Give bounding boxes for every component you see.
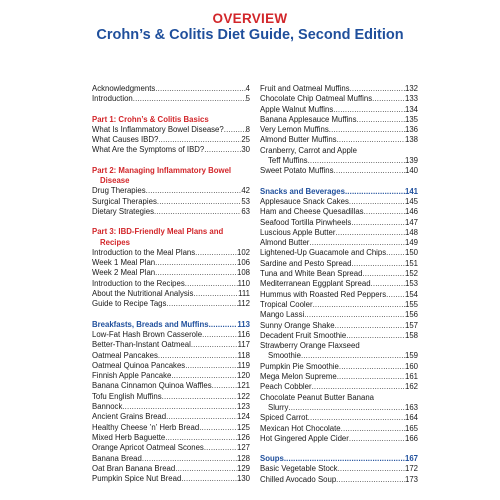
toc-entry bbox=[260, 424, 418, 434]
entry-page: 111 bbox=[238, 289, 250, 299]
toc-entry bbox=[260, 197, 418, 207]
entry-label: Mexican Hot Chocolate bbox=[260, 423, 341, 433]
entry-page: 126 bbox=[236, 432, 250, 442]
entry-page: 172 bbox=[404, 464, 418, 474]
entry-label: Luscious Apple Butter bbox=[260, 227, 336, 237]
entry-page: 133 bbox=[404, 94, 418, 104]
toc-entry bbox=[260, 105, 418, 115]
toc-entry-sweet-potato bbox=[260, 166, 418, 176]
entry-label: Oat Bran Banana Bread bbox=[92, 463, 176, 473]
entry-label: Almond Butter bbox=[260, 238, 310, 248]
entry-label: Week 1 Meal Plan bbox=[92, 258, 156, 268]
entry-label: Peach Cobbler bbox=[260, 382, 312, 392]
entry-label: Introduction bbox=[92, 94, 133, 104]
entry-page: 122 bbox=[236, 391, 250, 401]
entry-page: 136 bbox=[404, 125, 418, 135]
toc-entry bbox=[260, 207, 418, 217]
entry-label: Sardine and Pesto Spread bbox=[260, 258, 352, 268]
entry-page: 164 bbox=[404, 413, 418, 423]
entry-page: 116 bbox=[237, 329, 250, 339]
toc-entry bbox=[260, 290, 418, 300]
toc-entry bbox=[260, 238, 418, 248]
entry-page: 159 bbox=[404, 351, 418, 361]
toc-entry bbox=[92, 197, 250, 207]
toc-entry bbox=[92, 402, 250, 412]
entry-page: 155 bbox=[404, 299, 418, 309]
section-label: Breakfasts, Breads and Muffins bbox=[92, 319, 209, 329]
entry-label: Tropical Cooler bbox=[260, 299, 313, 309]
section-snacks-heading bbox=[260, 187, 418, 197]
entry-page: 118 bbox=[237, 350, 250, 360]
entry-page: 140 bbox=[404, 166, 418, 176]
entry-page: 63 bbox=[241, 206, 250, 216]
toc-entry bbox=[92, 412, 250, 422]
entry-label: Almond Butter Muffins bbox=[260, 135, 337, 145]
toc-entry bbox=[260, 321, 418, 331]
entry-page: 162 bbox=[404, 382, 418, 392]
part3-list bbox=[92, 248, 250, 310]
entry-label: Banana Cinnamon Quinoa Waffles bbox=[92, 381, 212, 391]
toc-entry bbox=[92, 125, 250, 135]
toc-entry bbox=[260, 434, 418, 444]
toc-entry bbox=[260, 403, 418, 413]
part2-heading-line1: Part 2: Managing Inflammatory Bowel bbox=[92, 165, 232, 175]
entry-page: 112 bbox=[237, 299, 250, 309]
toc-entry bbox=[260, 135, 418, 145]
entry-label: Introduction to the Recipes bbox=[92, 278, 185, 288]
entry-label: Healthy Cheese ’n’ Herb Bread bbox=[92, 422, 200, 432]
toc-entry bbox=[92, 392, 250, 402]
toc-entry bbox=[92, 443, 250, 453]
entry-label: Guide to Recipe Tags bbox=[92, 299, 167, 309]
entry-label: Chocolate Chip Oatmeal Muffins bbox=[260, 94, 373, 104]
entry-label: Very Lemon Muffins bbox=[260, 125, 329, 135]
entry-page: 119 bbox=[237, 360, 250, 370]
entry-label: Dietary Strategies bbox=[92, 206, 154, 216]
entry-label: What Causes IBD? bbox=[92, 135, 159, 145]
entry-page: 127 bbox=[236, 443, 250, 453]
part1-list bbox=[92, 125, 250, 156]
muffins-list bbox=[260, 84, 418, 146]
toc-entry bbox=[260, 464, 418, 474]
entry-page: 146 bbox=[404, 207, 418, 217]
toc-entry bbox=[92, 279, 250, 289]
part2-list bbox=[92, 186, 250, 217]
entry-label-line1: Chocolate Peanut Butter Banana bbox=[260, 392, 375, 402]
entry-label: Mega Melon Supreme bbox=[260, 372, 337, 382]
snacks-list-2 bbox=[260, 362, 418, 393]
toc-entry-strawberry bbox=[260, 341, 418, 362]
section-soups-heading bbox=[260, 454, 418, 464]
entry-page: 158 bbox=[404, 330, 418, 340]
toc-entry bbox=[260, 279, 418, 289]
toc-entry bbox=[260, 310, 418, 320]
entry-label: Hummus with Roasted Red Peppers bbox=[260, 289, 387, 299]
entry-label-line2: Teff Muffins bbox=[268, 156, 308, 166]
toc-entry bbox=[260, 259, 418, 269]
entry-page: 25 bbox=[241, 135, 250, 145]
toc-entry bbox=[260, 351, 418, 361]
entry-page: 129 bbox=[236, 463, 250, 473]
section-page: 167 bbox=[404, 454, 418, 464]
toc-entry bbox=[92, 433, 250, 443]
toc-entry bbox=[260, 94, 418, 104]
entry-label: Tofu English Muffins bbox=[92, 391, 162, 401]
entry-page: 117 bbox=[237, 340, 250, 350]
toc-entry bbox=[260, 228, 418, 238]
toc-entry bbox=[92, 423, 250, 433]
toc-entry bbox=[92, 84, 250, 94]
toc-entry bbox=[92, 381, 250, 391]
entry-page: 147 bbox=[404, 217, 418, 227]
toc-entry bbox=[92, 464, 250, 474]
toc-entry bbox=[260, 372, 418, 382]
entry-label: Pumpkin Pie Smoothie bbox=[260, 361, 339, 371]
toc-entry bbox=[260, 125, 418, 135]
entry-label: About the Nutritional Analysis bbox=[92, 289, 194, 299]
section-label: Snacks and Beverages bbox=[260, 186, 345, 196]
entry-label: What Are the Symptoms of IBD? bbox=[92, 145, 205, 155]
entry-page: 42 bbox=[241, 186, 250, 196]
toc-entry bbox=[92, 330, 250, 340]
part3-heading-line2: Recipes bbox=[100, 237, 130, 247]
toc-entry bbox=[260, 115, 418, 125]
entry-label: Seafood Tortilla Pinwheels bbox=[260, 217, 352, 227]
entry-page: 8 bbox=[245, 124, 250, 134]
entry-label: Pumpkin Spice Nut Bread bbox=[92, 474, 182, 484]
toc-right-column bbox=[260, 84, 418, 485]
section-page: 113 bbox=[237, 319, 250, 329]
entry-page: 173 bbox=[404, 474, 418, 484]
toc-entry bbox=[92, 361, 250, 371]
toc-entry bbox=[260, 156, 418, 166]
toc-entry bbox=[260, 382, 418, 392]
book-title: Crohn’s & Colitis Diet Guide, Second Edition bbox=[96, 27, 404, 43]
entry-page: 53 bbox=[241, 196, 250, 206]
entry-page: 165 bbox=[404, 423, 418, 433]
entry-label: Hot Gingered Apple Cider bbox=[260, 433, 349, 443]
entry-label: Ham and Cheese Quesadillas bbox=[260, 207, 364, 217]
entry-page: 132 bbox=[404, 84, 418, 93]
entry-page: 110 bbox=[237, 278, 250, 288]
breakfast-list bbox=[92, 330, 250, 484]
toc-entry bbox=[260, 269, 418, 279]
entry-page: 4 bbox=[245, 84, 250, 93]
entry-label: Week 2 Meal Plan bbox=[92, 268, 156, 278]
toc-entry bbox=[92, 258, 250, 268]
entry-page: 125 bbox=[236, 422, 250, 432]
entry-page: 139 bbox=[404, 156, 418, 166]
entry-label: Lightened-Up Guacamole and Chips bbox=[260, 248, 387, 258]
entry-label: Banana Bread bbox=[92, 453, 142, 463]
entry-page: 5 bbox=[245, 94, 250, 104]
entry-label: Oatmeal Quinoa Pancakes bbox=[92, 360, 186, 370]
entry-page: 156 bbox=[404, 310, 418, 320]
toc-entry-chocolate bbox=[260, 393, 418, 414]
toc-entry-cranberry bbox=[260, 146, 418, 167]
toc-entry bbox=[92, 135, 250, 145]
entry-page: 121 bbox=[236, 381, 250, 391]
entry-page: 106 bbox=[236, 258, 250, 268]
toc-entry bbox=[92, 340, 250, 350]
toc-entry bbox=[92, 299, 250, 309]
entry-label-line1: Strawberry Orange Flaxseed bbox=[260, 341, 360, 351]
entry-page: 128 bbox=[236, 453, 250, 463]
entry-page: 135 bbox=[404, 114, 418, 124]
entry-label: Introduction to the Meal Plans bbox=[92, 247, 196, 257]
entry-label: Drug Therapies bbox=[92, 186, 146, 196]
entry-label: Tuna and White Bean Spread bbox=[260, 269, 363, 279]
section-page: 141 bbox=[404, 186, 418, 196]
toc-entry bbox=[260, 248, 418, 258]
toc-entry bbox=[92, 248, 250, 258]
entry-label: Banana Applesauce Muffins bbox=[260, 114, 357, 124]
intro-list bbox=[92, 84, 250, 105]
entry-page: 161 bbox=[404, 372, 418, 382]
entry-label: Chilled Avocado Soup bbox=[260, 474, 337, 484]
entry-page: 30 bbox=[241, 145, 250, 155]
entry-label-line2: Smoothie bbox=[268, 351, 301, 361]
toc-entry bbox=[92, 351, 250, 361]
part2-heading-line2: Disease bbox=[100, 176, 130, 186]
entry-label: Apple Walnut Muffins bbox=[260, 104, 334, 114]
entry-label: Mixed Herb Baguette bbox=[92, 432, 166, 442]
entry-page: 108 bbox=[236, 268, 250, 278]
part2-heading bbox=[92, 166, 250, 187]
toc-left-column bbox=[92, 84, 250, 484]
toc-entry bbox=[92, 207, 250, 217]
toc-entry bbox=[92, 94, 250, 104]
entry-label: Acknowledgments bbox=[92, 84, 156, 93]
entry-page: 134 bbox=[404, 104, 418, 114]
entry-page: 145 bbox=[404, 196, 418, 206]
soups-list bbox=[260, 464, 418, 485]
toc-entry bbox=[92, 186, 250, 196]
entry-label: Spiced Carrot bbox=[260, 413, 308, 423]
part3-heading-line1: Part 3: IBD-Friendly Meal Plans and bbox=[92, 227, 224, 237]
entry-page: 123 bbox=[236, 402, 250, 412]
entry-page: 130 bbox=[236, 474, 250, 484]
entry-page: 153 bbox=[404, 279, 418, 289]
entry-page: 138 bbox=[404, 135, 418, 145]
entry-page: 160 bbox=[404, 361, 418, 371]
entry-label: Basic Vegetable Stock bbox=[260, 464, 338, 474]
entry-label: Mediterranean Eggplant Spread bbox=[260, 279, 371, 289]
toc-entry bbox=[92, 454, 250, 464]
entry-page: 124 bbox=[236, 412, 250, 422]
toc-entry bbox=[260, 84, 418, 94]
entry-label: Finnish Apple Pancake bbox=[92, 371, 172, 381]
toc-entry bbox=[260, 475, 418, 485]
entry-page: 102 bbox=[236, 247, 250, 257]
entry-page: 157 bbox=[404, 320, 418, 330]
toc-entry bbox=[260, 413, 418, 423]
entry-label: Orange Apricot Oatmeal Scones bbox=[92, 443, 204, 453]
part1-heading: Part 1: Crohn’s & Colitis Basics bbox=[92, 114, 209, 124]
entry-label-line1: Cranberry, Carrot and Apple bbox=[260, 145, 357, 155]
toc-entry bbox=[92, 474, 250, 484]
entry-label: Fruit and Oatmeal Muffins bbox=[260, 84, 350, 93]
entry-label: Better-Than-Instant Oatmeal bbox=[92, 340, 191, 350]
entry-label: What Is Inflammatory Bowel Disease? bbox=[92, 124, 224, 134]
entry-label: Applesauce Snack Cakes bbox=[260, 196, 349, 206]
section-label: Soups bbox=[260, 454, 284, 464]
toc-entry bbox=[92, 289, 250, 299]
snacks-list-3 bbox=[260, 413, 418, 444]
entry-label: Bannock bbox=[92, 402, 123, 412]
toc-entry bbox=[260, 218, 418, 228]
section-breakfasts-heading bbox=[92, 320, 250, 330]
entry-page: 154 bbox=[404, 289, 418, 299]
entry-page: 120 bbox=[236, 371, 250, 381]
toc-entry bbox=[92, 268, 250, 278]
snacks-list bbox=[260, 197, 418, 341]
entry-page: 148 bbox=[404, 227, 418, 237]
toc-entry bbox=[92, 145, 250, 155]
toc-entry bbox=[92, 371, 250, 381]
page-title: OVERVIEW bbox=[212, 11, 288, 26]
entry-page: 151 bbox=[404, 258, 418, 268]
part3-heading bbox=[92, 227, 250, 248]
toc-entry bbox=[260, 362, 418, 372]
entry-label: Sunny Orange Shake bbox=[260, 320, 335, 330]
entry-label: Mango Lassi bbox=[260, 310, 305, 320]
entry-page: 149 bbox=[404, 238, 418, 248]
entry-page: 166 bbox=[404, 433, 418, 443]
entry-label: Low-Fat Hash Brown Casserole bbox=[92, 329, 203, 339]
entry-page: 150 bbox=[404, 248, 418, 258]
entry-label: Surgical Therapies bbox=[92, 196, 157, 206]
entry-page: 152 bbox=[404, 269, 418, 279]
entry-label: Oatmeal Pancakes bbox=[92, 350, 158, 360]
entry-label-line2: Slurry bbox=[268, 402, 289, 412]
entry-label: Sweet Potato Muffins bbox=[260, 166, 334, 176]
entry-page: 163 bbox=[404, 402, 418, 412]
toc-entry bbox=[260, 300, 418, 310]
entry-label: Ancient Grains Bread bbox=[92, 412, 167, 422]
toc-entry bbox=[260, 331, 418, 341]
entry-label: Decadent Fruit Smoothie bbox=[260, 330, 347, 340]
